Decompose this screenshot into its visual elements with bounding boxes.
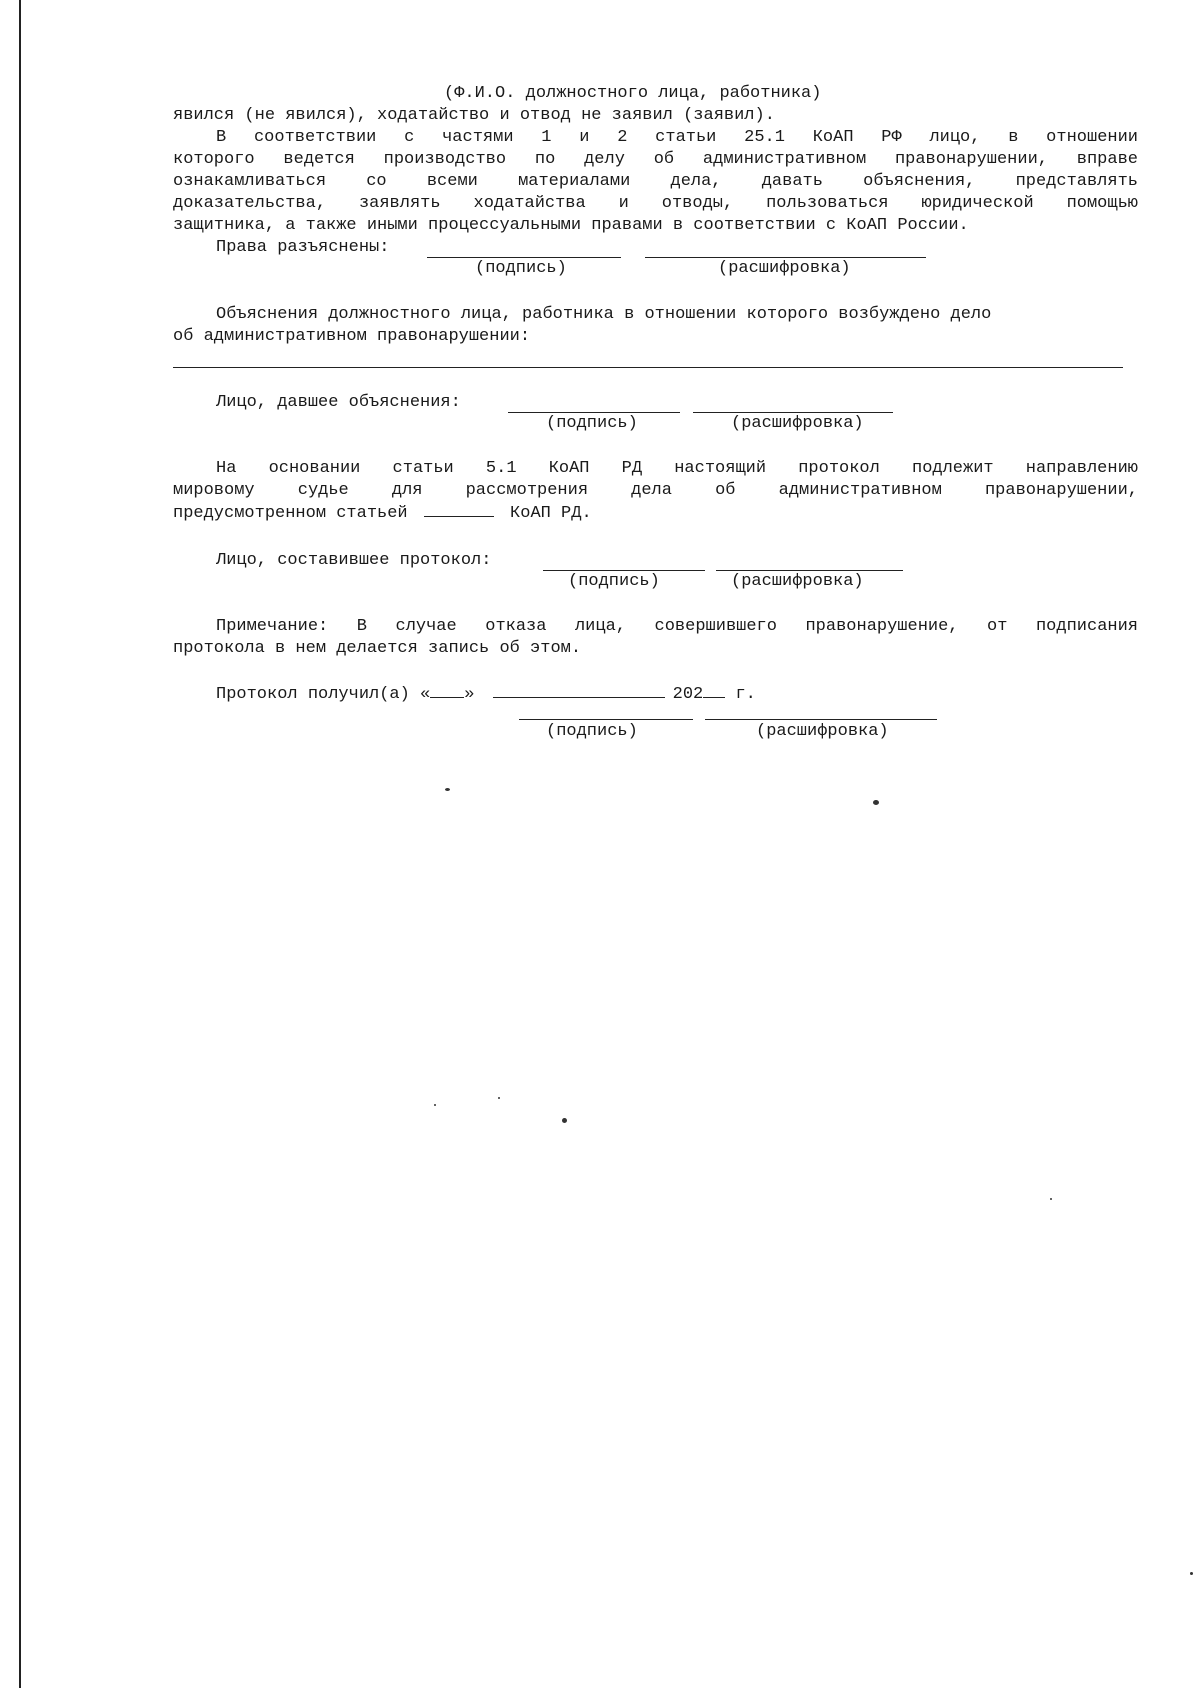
rights-signature-line[interactable] <box>427 257 621 258</box>
scan-speck <box>1190 1572 1193 1575</box>
quote-open: « <box>420 685 431 704</box>
scan-speck <box>445 788 450 791</box>
explainer-label: Лицо, давшее объяснения: <box>216 393 461 412</box>
note-line-1: Примечание: В случае отказа лица, совершившего правонарушение, от подписания <box>216 617 1138 636</box>
received-day-blank[interactable] <box>430 683 464 698</box>
explainer-signature-caption: (подпись) <box>546 414 638 433</box>
referral-line-1: На основании статьи 5.1 КоАП РД настоящий протокол подлежит направлению <box>216 459 1138 478</box>
explanations-line-1: Объяснения должностного лица, работника в отношении которого возбуждено дело <box>216 305 992 324</box>
quote-close: » <box>464 685 475 704</box>
received-label: Протокол получил(а) <box>216 685 410 704</box>
received-month-blank[interactable] <box>493 683 665 698</box>
explanations-entry-line[interactable] <box>173 367 1123 368</box>
year-suffix: г. <box>735 685 756 704</box>
referral-line-3-suffix: КоАП РД. <box>510 504 592 523</box>
scan-left-edge <box>19 0 21 1688</box>
explainer-decode-caption: (расшифровка) <box>731 414 864 433</box>
scan-speck <box>873 800 879 805</box>
rights-line-4: доказательства, заявлять ходатайства и отводы, пользоваться юридической помощью <box>173 194 1138 213</box>
rights-line-5: защитника, а также иными процессуальными правами в соответствии с КоАП России. <box>173 216 969 235</box>
referral-line-3-prefix: предусмотренном статьей <box>173 504 408 523</box>
received-line <box>216 683 756 706</box>
explainer-decode-line[interactable] <box>693 412 893 413</box>
referral-line-2: мировому судье для рассмотрения дела об административном правонарушении, <box>173 481 1138 500</box>
rights-explained-label: Права разъяснены: <box>216 238 390 257</box>
explainer-signature-line[interactable] <box>508 412 680 413</box>
compiler-label: Лицо, составившее протокол: <box>216 551 492 570</box>
rights-line-1: В соответствии с частями 1 и 2 статьи 25.1 КоАП РФ лицо, в отношении <box>216 128 1138 147</box>
scan-speck <box>434 1104 436 1106</box>
compiler-decode-line[interactable] <box>716 570 903 571</box>
scan-speck <box>1050 1198 1052 1200</box>
explanations-line-2: об административном правонарушении: <box>173 327 531 346</box>
year-prefix: 202 <box>672 685 704 704</box>
rights-decode-caption: (расшифровка) <box>718 259 851 278</box>
received-decode-caption: (расшифровка) <box>756 722 889 741</box>
article-number-blank[interactable] <box>424 502 494 517</box>
attendance-line: явился (не явился), ходатайство и отвод не заявил (заявил). <box>173 106 775 125</box>
received-signature-caption: (подпись) <box>546 722 638 741</box>
received-signature-line[interactable] <box>519 719 693 720</box>
compiler-decode-caption: (расшифровка) <box>731 572 864 591</box>
fio-caption: (Ф.И.О. должностного лица, работника) <box>444 84 822 103</box>
rights-signature-caption: (подпись) <box>475 259 567 278</box>
referral-line-3 <box>173 502 592 525</box>
note-line-2: протокола в нем делается запись об этом. <box>173 639 582 658</box>
received-decode-line[interactable] <box>705 719 937 720</box>
rights-line-3: ознакамливаться со всеми материалами дела, давать объяснения, представлять <box>173 172 1138 191</box>
rights-decode-line[interactable] <box>645 257 926 258</box>
compiler-signature-caption: (подпись) <box>568 572 660 591</box>
scan-speck <box>498 1097 500 1099</box>
received-year-blank[interactable] <box>703 683 725 698</box>
scan-speck <box>562 1118 567 1123</box>
rights-line-2: которого ведется производство по делу об административном правонарушении, вправе <box>173 150 1138 169</box>
compiler-signature-line[interactable] <box>543 570 705 571</box>
